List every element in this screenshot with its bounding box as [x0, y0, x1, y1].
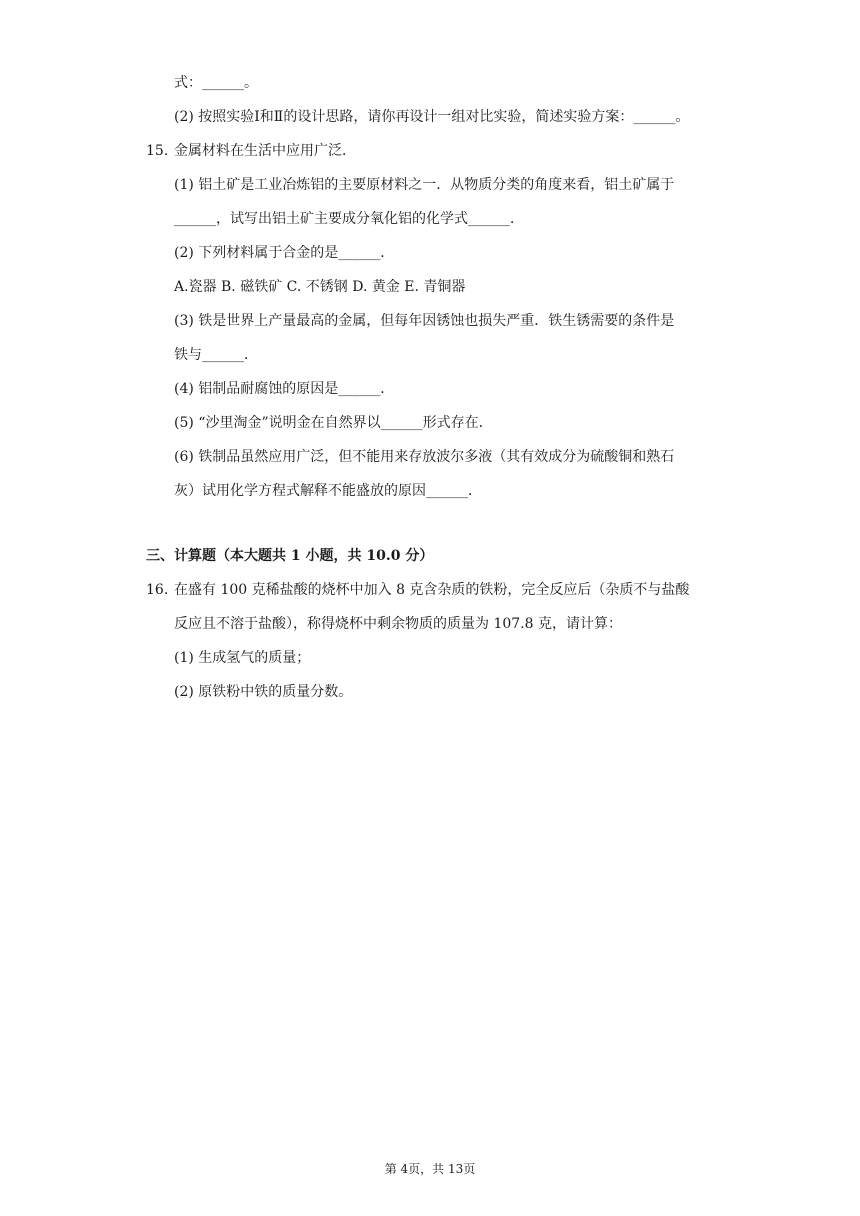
- q15-options: A.瓷器 B. 磁铁矿 C. 不锈钢 D. 黄金 E. 青铜器: [174, 279, 466, 295]
- q15-sub5: (5) “沙里淘金”说明金在自然界以______形式存在．: [174, 415, 493, 431]
- section-title-calculation: 三、计算题（本大题共 1 小题，共 10.0 分）: [146, 548, 434, 564]
- q15-sub1-line1: (1) 铝土矿是工业冶炼铝的主要原材料之一．从物质分类的角度来看，铝土矿属于: [174, 177, 675, 193]
- q16-sub2: (2) 原铁粉中铁的质量分数。: [174, 684, 353, 700]
- q15-sub2: (2) 下列材料属于合金的是______．: [174, 245, 395, 261]
- q15-sub3-line2: 铁与______．: [174, 347, 258, 363]
- q15-sub6-line2: 灰）试用化学方程式解释不能盛放的原因______．: [174, 483, 482, 499]
- q15-stem: 金属材料在生活中应用广泛．: [174, 143, 356, 159]
- q16-line1: 在盛有 100 克稀盐酸的烧杯中加入 8 克含杂质的铁粉，完全反应后（杂质不与盐酸: [174, 582, 690, 598]
- q16-sub1: (1) 生成氢气的质量；: [174, 650, 311, 666]
- q15-sub3-line1: (3) 铁是世界上产量最高的金属，但每年因锈蚀也损失严重．铁生锈需要的条件是: [174, 313, 675, 329]
- q15-number: 15.: [146, 143, 169, 159]
- q16-line2: 反应且不溶于盐酸），称得烧杯中剩余物质的质量为 107.8 克，请计算：: [174, 616, 622, 632]
- q14-continuation-line: 式：______。: [174, 75, 258, 91]
- q16-number: 16.: [146, 582, 169, 598]
- q14-sub2: (2) 按照实验Ⅰ和Ⅱ的设计思路，请你再设计一组对比实验，简述实验方案：______。: [174, 109, 690, 125]
- page-footer: 第 4页，共 13页: [384, 1162, 476, 1176]
- q15-sub1-line2: ______，试写出铝土矿主要成分氧化铝的化学式______．: [174, 211, 524, 227]
- q15-sub4: (4) 铝制品耐腐蚀的原因是______．: [174, 381, 395, 397]
- q15-sub6-line1: (6) 铁制品虽然应用广泛，但不能用来存放波尔多液（其有效成分为硫酸铜和熟石: [174, 449, 675, 465]
